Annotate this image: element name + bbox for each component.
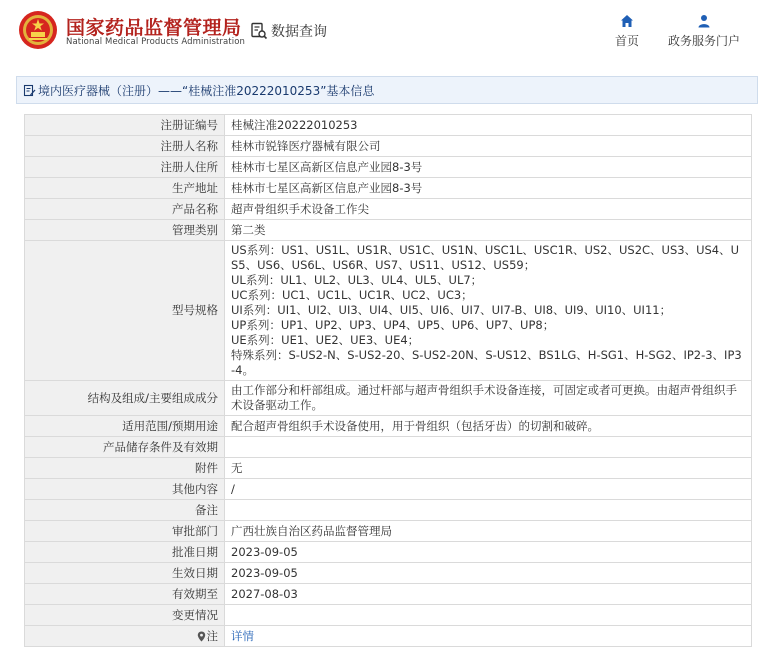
row-value: 2023-09-05 xyxy=(225,542,752,563)
detail-table xyxy=(24,114,752,647)
document-edit-icon xyxy=(23,84,36,97)
structure-row xyxy=(25,381,752,416)
table-row xyxy=(25,220,752,241)
nav-home[interactable] xyxy=(612,14,642,49)
details-link[interactable]: 详情 xyxy=(231,628,254,643)
note-label: 注 xyxy=(206,628,218,643)
row-label: 变更情况 xyxy=(25,605,225,626)
table-row xyxy=(25,500,752,521)
row-label: 注册证编号 xyxy=(25,115,225,136)
model-spec-label: 型号规格 xyxy=(25,241,225,381)
table-row xyxy=(25,458,752,479)
breadcrumb-text: 境内医疗器械（注册）——“桂械注准20222010253”基本信息 xyxy=(38,83,375,98)
site-subtitle-en: National Medical Products Administration xyxy=(66,37,245,47)
row-value: 第二类 xyxy=(225,220,752,241)
model-line: UI系列：UI1、UI2、UI3、UI4、UI5、UI6、UI7、UI7-B、UI8、UI9、UI10、UI11； xyxy=(231,303,672,317)
site-title: 国家药品监督管理局 xyxy=(66,17,242,39)
row-value xyxy=(225,500,752,521)
row-label: 其他内容 xyxy=(25,479,225,500)
note-label-cell xyxy=(25,626,225,647)
table-row xyxy=(25,584,752,605)
table-row xyxy=(25,542,752,563)
row-value xyxy=(225,437,752,458)
nav-service-portal-label: 政务服务门户 xyxy=(667,34,740,48)
table-row xyxy=(25,178,752,199)
row-label: 有效期至 xyxy=(25,584,225,605)
breadcrumb xyxy=(16,76,758,104)
user-icon xyxy=(697,14,711,28)
row-value: 广西壮族自治区药品监督管理局 xyxy=(225,521,752,542)
national-emblem-logo xyxy=(18,10,58,50)
model-line: 特殊系列：S-US2-N、S-US2-20、S-US2-20N、S-US12、BS1LG、H-SG1、H-SG2、IP2-3、IP3-4。 xyxy=(231,348,742,377)
table-row xyxy=(25,157,752,178)
row-label: 生产地址 xyxy=(25,178,225,199)
row-label: 生效日期 xyxy=(25,563,225,584)
row-value: / xyxy=(225,479,752,500)
home-icon xyxy=(620,14,634,28)
site-header xyxy=(0,0,760,64)
row-label: 管理类别 xyxy=(25,220,225,241)
row-label: 产品名称 xyxy=(25,199,225,220)
data-query-link[interactable] xyxy=(250,20,327,42)
nav-home-label: 首页 xyxy=(614,34,639,48)
row-label: 产品储存条件及有效期 xyxy=(25,437,225,458)
model-line: UC系列：UC1、UC1L、UC1R、UC2、UC3； xyxy=(231,288,473,302)
detail-table-container xyxy=(24,114,752,647)
row-value: 超声骨组织手术设备工作尖 xyxy=(225,199,752,220)
row-label: 附件 xyxy=(25,458,225,479)
model-line: UE系列：UE1、UE2、UE3、UE4； xyxy=(231,333,420,347)
table-row xyxy=(25,521,752,542)
row-value: 无 xyxy=(225,458,752,479)
row-label: 注册人住所 xyxy=(25,157,225,178)
model-line: UP系列：UP1、UP2、UP3、UP4、UP5、UP6、UP7、UP8； xyxy=(231,318,555,332)
row-value: 桂械注准20222010253 xyxy=(225,115,752,136)
row-value: 2023-09-05 xyxy=(225,563,752,584)
row-value: 2027-08-03 xyxy=(225,584,752,605)
location-pin-icon xyxy=(197,631,206,642)
model-spec-value xyxy=(225,241,752,381)
data-query-label: 数据查询 xyxy=(271,24,327,40)
row-label: 注册人名称 xyxy=(25,136,225,157)
note-row xyxy=(25,626,752,647)
nav-service-portal[interactable] xyxy=(664,14,744,49)
note-value xyxy=(225,626,752,647)
structure-label: 结构及组成/主要组成成分 xyxy=(25,381,225,416)
row-label: 备注 xyxy=(25,500,225,521)
model-line: UL系列：UL1、UL2、UL3、UL4、UL5、UL7； xyxy=(231,273,483,287)
row-label: 批准日期 xyxy=(25,542,225,563)
structure-value: 由工作部分和杆部组成。通过杆部与超声骨组织手术设备连接，可固定或者可更换。由超声骨组织手术设备驱动工作。 xyxy=(225,381,752,416)
row-value: 桂林市七星区高新区信息产业园8-3号 xyxy=(225,157,752,178)
table-row xyxy=(25,563,752,584)
row-label: 审批部门 xyxy=(25,521,225,542)
table-row xyxy=(25,136,752,157)
table-row xyxy=(25,437,752,458)
row-value: 桂林市锐锋医疗器械有限公司 xyxy=(225,136,752,157)
model-spec-row xyxy=(25,241,752,381)
table-row xyxy=(25,199,752,220)
table-row xyxy=(25,416,752,437)
table-row xyxy=(25,605,752,626)
model-line: US系列：US1、US1L、US1R、US1C、US1N、USC1L、USC1R、US2、US2C、US3、US4、US5、US6、US6L、US6R、US7、US11、US12、US59； xyxy=(231,243,740,272)
row-value: 桂林市七星区高新区信息产业园8-3号 xyxy=(225,178,752,199)
table-row xyxy=(25,115,752,136)
row-label: 适用范围/预期用途 xyxy=(25,416,225,437)
row-value xyxy=(225,605,752,626)
row-value: 配合超声骨组织手术设备使用，用于骨组织（包括牙齿）的切割和破碎。 xyxy=(225,416,752,437)
table-row xyxy=(25,479,752,500)
data-search-icon xyxy=(250,22,268,40)
